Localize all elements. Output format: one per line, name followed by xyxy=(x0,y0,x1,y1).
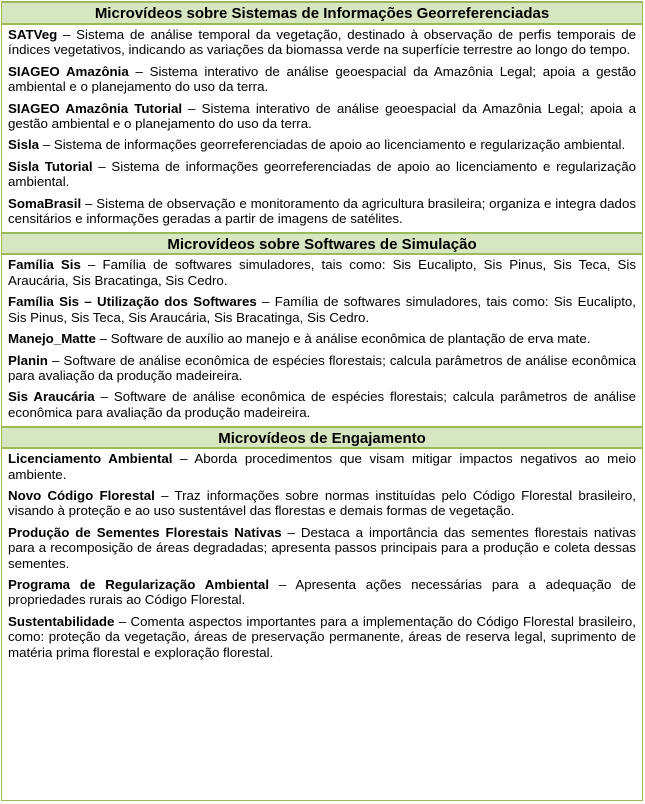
section-header-engajamento: Microvídeos de Engajamento xyxy=(2,426,642,449)
entry-sisla xyxy=(8,137,636,152)
entry-desc: – Sistema de análise temporal da vegetação, destinado à observação de perfis temporais de índices vegetativos, indicando as variações da biomassa verde na superfície terrestre ao longo do tempo. xyxy=(8,27,636,58)
entry-familia-sis-utilizacao xyxy=(8,294,636,325)
entry-name: Família Sis xyxy=(8,257,81,273)
entry-desc: – Apresenta ações necessárias para a adequação de propriedades rurais ao Código Florestal. xyxy=(8,576,636,608)
entry-name: SATVeg xyxy=(8,27,58,42)
entry-desc: – Comenta aspectos importantes para a implementação do Código Florestal brasileiro, como: proteção da vegetação, áreas de preservação permanente, áreas de reserva legal, suprimento de matéria prima florestal e exploração florestal. xyxy=(8,613,636,660)
entry-name: SIAGEO Amazônia xyxy=(8,63,129,79)
entry-producao-sementes xyxy=(8,525,636,571)
entry-programa-regularizacao xyxy=(8,577,636,608)
section-body-engajamento xyxy=(2,449,642,666)
section-header-simulacao: Microvídeos sobre Softwares de Simulação xyxy=(2,232,642,255)
entry-name: Planin xyxy=(8,352,48,368)
entry-sisla-tutorial xyxy=(8,159,636,190)
entry-sis-araucaria xyxy=(8,389,636,420)
entry-desc: – Aborda procedimentos que visam mitigar impactos negativos ao meio ambiente. xyxy=(8,451,636,482)
entry-siageo-amazonia xyxy=(8,64,636,95)
section-body-georeferenciadas xyxy=(2,25,642,232)
entry-novo-codigo-florestal xyxy=(8,488,636,519)
entry-name: Família Sis – Utilização dos Softwares xyxy=(8,294,257,310)
entry-familia-sis xyxy=(8,257,636,288)
entry-manejo-matte xyxy=(8,331,636,346)
entry-desc: – Sistema de informações georreferenciadas de apoio ao licenciamento e regularização ambiental. xyxy=(8,158,636,190)
entry-name: Sisla xyxy=(8,137,40,153)
section-header-georeferenciadas: Microvídeos sobre Sistemas de Informações Georreferenciadas xyxy=(2,2,642,25)
entry-desc: – Destaca a importância das sementes florestais nativas para a recomposição de áreas degradadas; apresenta passos principais para a produção e coleta dessas sementes. xyxy=(8,524,637,571)
entry-name: Sis Araucária xyxy=(8,389,95,405)
entry-name: Produção de Sementes Florestais Nativas xyxy=(8,524,282,540)
entry-desc: – Sistema de observação e monitoramento da agricultura brasileira; organiza e integra dados censitários e informações geradas a partir de imagens de satélites. xyxy=(8,195,636,227)
entry-licenciamento-ambiental xyxy=(8,451,636,482)
entry-name: Novo Código Florestal xyxy=(8,487,155,503)
entry-satveg xyxy=(8,27,636,58)
section-body-simulacao xyxy=(2,255,642,426)
entry-desc: – Software de auxílio ao manejo e à análise econômica de plantação de erva mate. xyxy=(95,331,591,347)
entry-desc: – Sistema interativo de análise geoespacial da Amazônia Legal; apoia a gestão ambiental e o planejamento do uso da terra. xyxy=(8,100,637,132)
entry-name: Licenciamento Ambiental xyxy=(8,451,173,467)
entry-name: Manejo_Matte xyxy=(8,331,96,347)
entry-name: SIAGEO Amazônia Tutorial xyxy=(8,100,183,116)
entry-desc: – Software de análise econômica de espécies florestais; calcula parâmetros de análise econômica para avaliação da produção madeireira. xyxy=(8,389,636,420)
entry-sustentabilidade xyxy=(8,614,636,660)
microvideos-table xyxy=(1,1,643,801)
entry-desc: – Família de softwares simuladores, tais como: Sis Eucalipto, Sis Pinus, Sis Teca, Sis Araucária, Sis Bracatinga, Sis Cedro. xyxy=(8,257,636,288)
entry-desc: – Software de análise econômica de espécies florestais; calcula parâmetros de análise econômica para avaliação da produção madeireira. xyxy=(8,352,636,383)
entry-desc: – Sistema de informações georreferenciadas de apoio ao licenciamento e regularização ambiental. xyxy=(39,137,626,153)
entry-somabrasil xyxy=(8,196,636,227)
entry-siageo-amazonia-tutorial xyxy=(8,101,636,132)
entry-name: SomaBrasil xyxy=(8,195,82,211)
entry-planin xyxy=(8,353,636,384)
entry-desc: – Família de softwares simuladores, tais como: Sis Eucalipto, Sis Pinus, Sis Teca, Sis Araucária, Sis Bracatinga, Sis Cedro. xyxy=(8,294,636,325)
entry-name: Programa de Regularização Ambiental xyxy=(8,576,270,592)
entry-desc: – Sistema interativo de análise geoespacial da Amazônia Legal; apoia a gestão ambiental e o planejamento do uso da terra. xyxy=(8,63,636,95)
entry-desc: – Traz informações sobre normas instituídas pelo Código Florestal brasileiro, visando à proteção e ao uso sustentável das florestas e demais formas de vegetação. xyxy=(8,487,637,519)
entry-name: Sisla Tutorial xyxy=(8,158,93,174)
entry-name: Sustentabilidade xyxy=(8,613,115,629)
